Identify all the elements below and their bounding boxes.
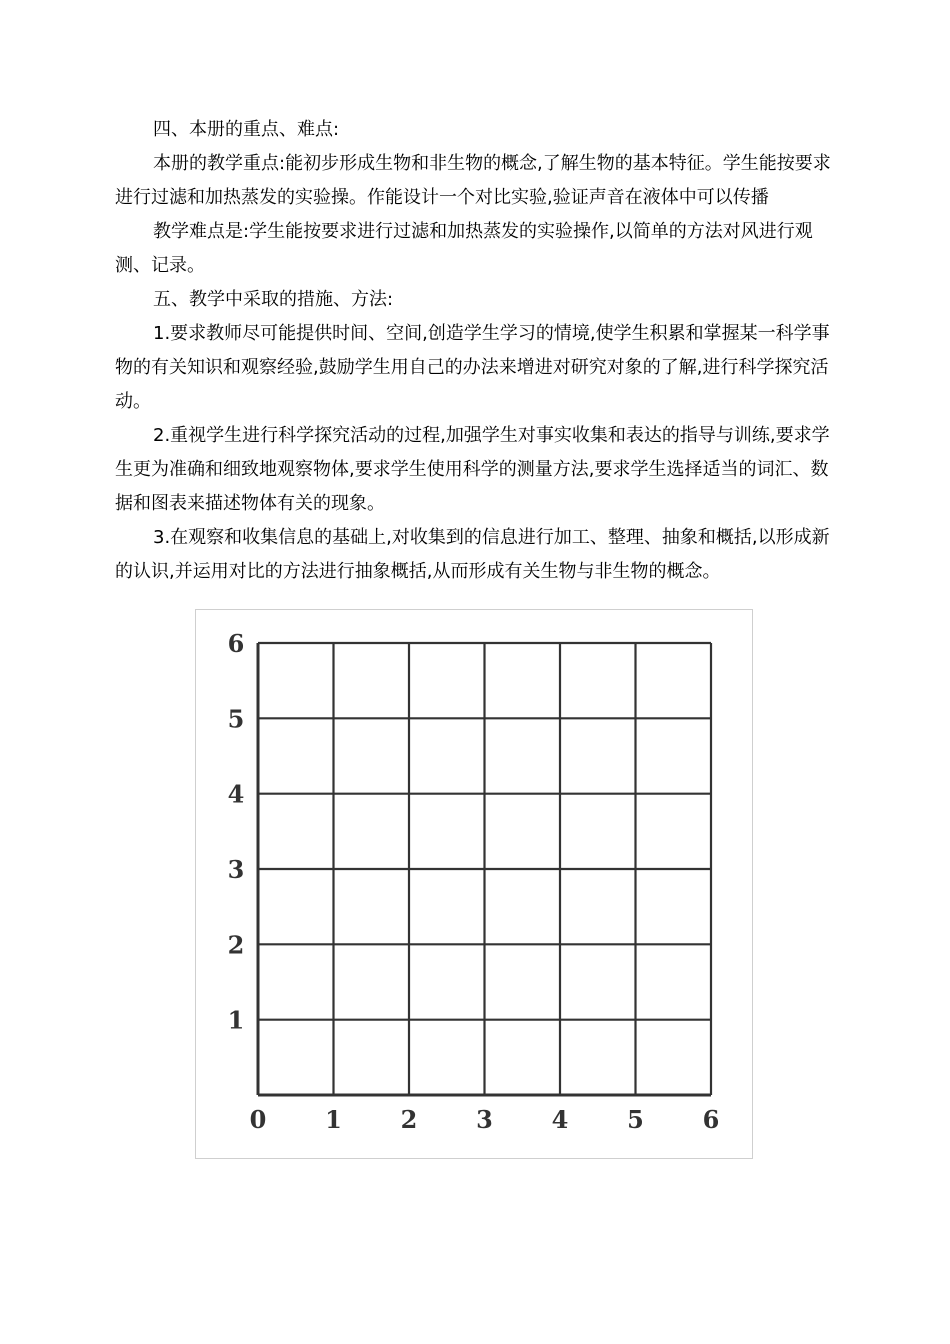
x-tick-label: 6 bbox=[702, 1105, 720, 1134]
y-tick-labels bbox=[228, 629, 245, 1035]
paragraph-teaching-focus: 本册的教学重点:能初步形成生物和非生物的概念,了解生物的基本特征。学生能按要求进行过滤和加热蒸发的实验操。作能设计一个对比实验,验证声音在液体中可以传播 bbox=[115, 153, 831, 208]
x-tick-label: 5 bbox=[627, 1105, 644, 1134]
paragraph-teaching-difficulty: 教学难点是:学生能按要求进行过滤和加热蒸发的实验操作,以简单的方法对风进行观测、记录。 bbox=[115, 221, 813, 276]
y-tick-label: 6 bbox=[227, 629, 245, 658]
x-tick-label: 4 bbox=[551, 1105, 569, 1134]
y-tick-label: 1 bbox=[227, 1005, 245, 1035]
paragraph-measure-1: 1.要求教师尽可能提供时间、空间,创造学生学习的情境,使学生积累和掌握某一科学事物的有关知识和观察经验,鼓励学生用自己的办法来增进对研究对象的了解,进行科学探究活动。 bbox=[115, 323, 830, 412]
coordinate-grid-figure bbox=[195, 609, 753, 1159]
section-heading-key-points: 四、本册的重点、难点: bbox=[153, 119, 340, 140]
x-tick-labels bbox=[250, 1105, 720, 1134]
y-tick-label: 4 bbox=[227, 779, 245, 809]
document-body bbox=[115, 113, 835, 589]
coordinate-grid bbox=[196, 610, 754, 1160]
x-tick-label: 2 bbox=[400, 1105, 418, 1134]
grid-lines bbox=[258, 643, 711, 1095]
y-tick-label: 5 bbox=[227, 704, 245, 734]
paragraph-measure-3: 3.在观察和收集信息的基础上,对收集到的信息进行加工、整理、抽象和概括,以形成新的认识,并运用对比的方法进行抽象概括,从而形成有关生物与非生物的概念。 bbox=[115, 527, 830, 582]
x-tick-label: 3 bbox=[476, 1105, 493, 1134]
paragraph-measure-2: 2.重视学生进行科学探究活动的过程,加强学生对事实收集和表达的指导与训练,要求学生更为准确和细致地观察物体,要求学生使用科学的测量方法,要求学生选择适当的词汇、数据和图表来描述物体有关的现象。 bbox=[115, 425, 830, 514]
y-tick-label: 3 bbox=[227, 855, 245, 884]
x-tick-label: 1 bbox=[325, 1105, 342, 1134]
y-tick-label: 2 bbox=[227, 930, 245, 960]
x-tick-label: 0 bbox=[249, 1105, 267, 1134]
section-heading-measures: 五、教学中采取的措施、方法: bbox=[153, 289, 394, 310]
